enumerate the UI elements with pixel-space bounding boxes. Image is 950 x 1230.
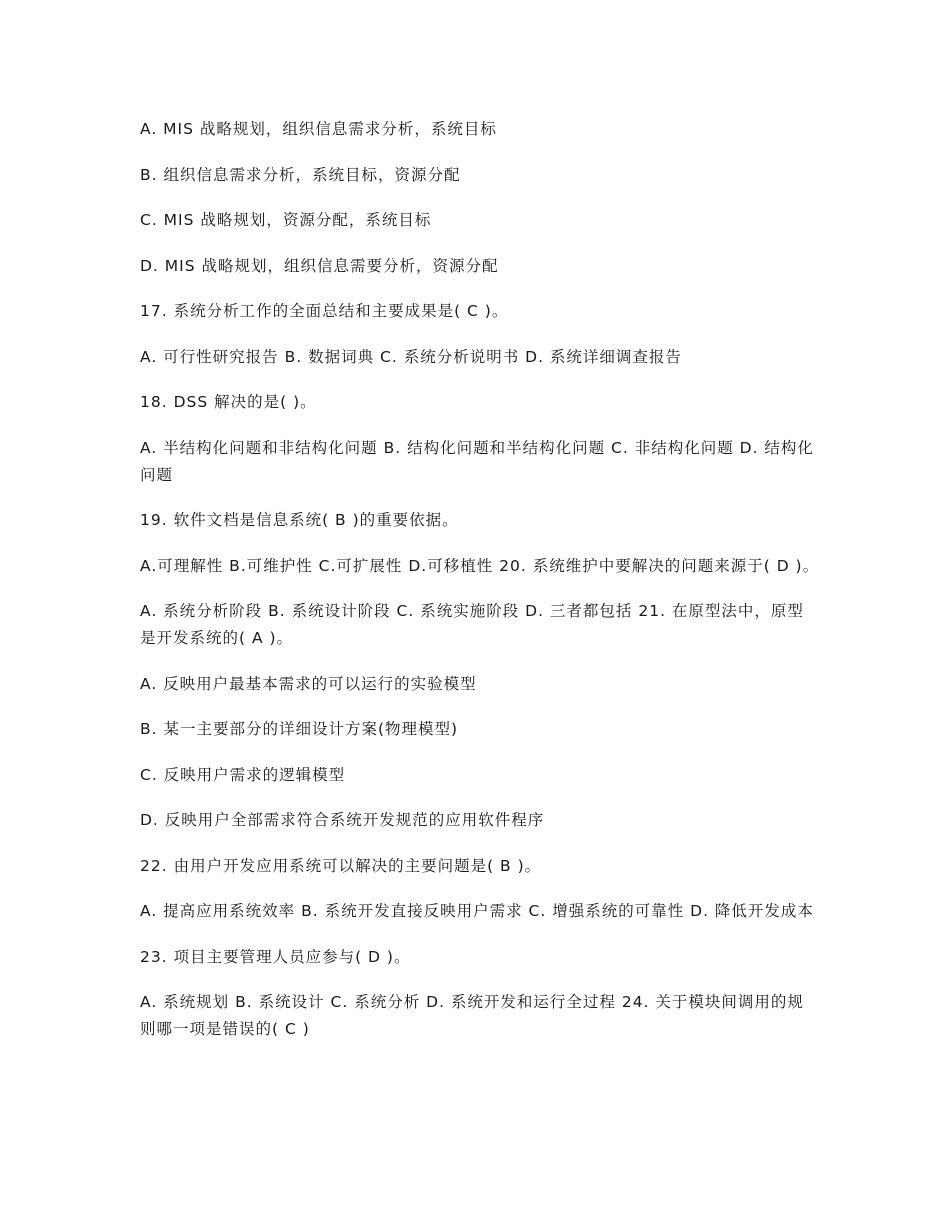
options-17: A. 可行性研究报告 B. 数据词典 C. 系统分析说明书 D. 系统详细调查报告	[140, 347, 682, 366]
question-19: 19. 软件文档是信息系统( B )的重要依据。	[140, 511, 459, 529]
options-18: A. 半结构化问题和非结构化问题 B. 结构化问题和半结构化问题 C. 非结构化问题 D. 结构化问题	[140, 438, 814, 484]
question-23: 23. 项目主要管理人员应参与( D )。	[140, 947, 411, 966]
options-19-question-20: A.可理解性 B.可维护性 C.可扩展性 D.可移植性 20. 系统维护中要解决的问题来源于( D )。	[140, 556, 820, 575]
option-16d: D. MIS 战略规划，组织信息需要分析，资源分配	[140, 256, 499, 275]
option-21d: D. 反映用户全部需求符合系统开发规范的应用软件程序	[140, 811, 545, 829]
options-23-question-24: A. 系统规划 B. 系统设计 C. 系统分析 D. 系统开发和运行全过程 24. 关于模块间调用的规则哪一项是错误的( C )	[140, 993, 804, 1038]
document-page	[140, 116, 820, 1062]
option-16b: B. 组织信息需求分析，系统目标，资源分配	[140, 165, 461, 184]
options-20-question-21: A. 系统分析阶段 B. 系统设计阶段 C. 系统实施阶段 D. 三者都包括 21. 在原型法中，原型是开发系统的( A )。	[140, 602, 804, 647]
option-16c: C. MIS 战略规划，资源分配，系统目标	[140, 211, 432, 229]
option-21c: C. 反映用户需求的逻辑模型	[140, 765, 346, 784]
question-17: 17. 系统分析工作的全面总结和主要成果是( C )。	[140, 302, 509, 320]
question-18: 18. DSS 解决的是( )。	[140, 393, 317, 411]
question-22: 22. 由用户开发应用系统可以解决的主要问题是( B )。	[140, 856, 542, 875]
option-21b: B. 某一主要部分的详细设计方案(物理模型)	[140, 720, 459, 738]
option-16a: A. MIS 战略规划，组织信息需求分析，系统目标	[140, 120, 497, 138]
options-22: A. 提高应用系统效率 B. 系统开发直接反映用户需求 C. 增强系统的可靠性 D. 降低开发成本	[140, 902, 814, 920]
option-21a: A. 反映用户最基本需求的可以运行的实验模型	[140, 674, 477, 693]
